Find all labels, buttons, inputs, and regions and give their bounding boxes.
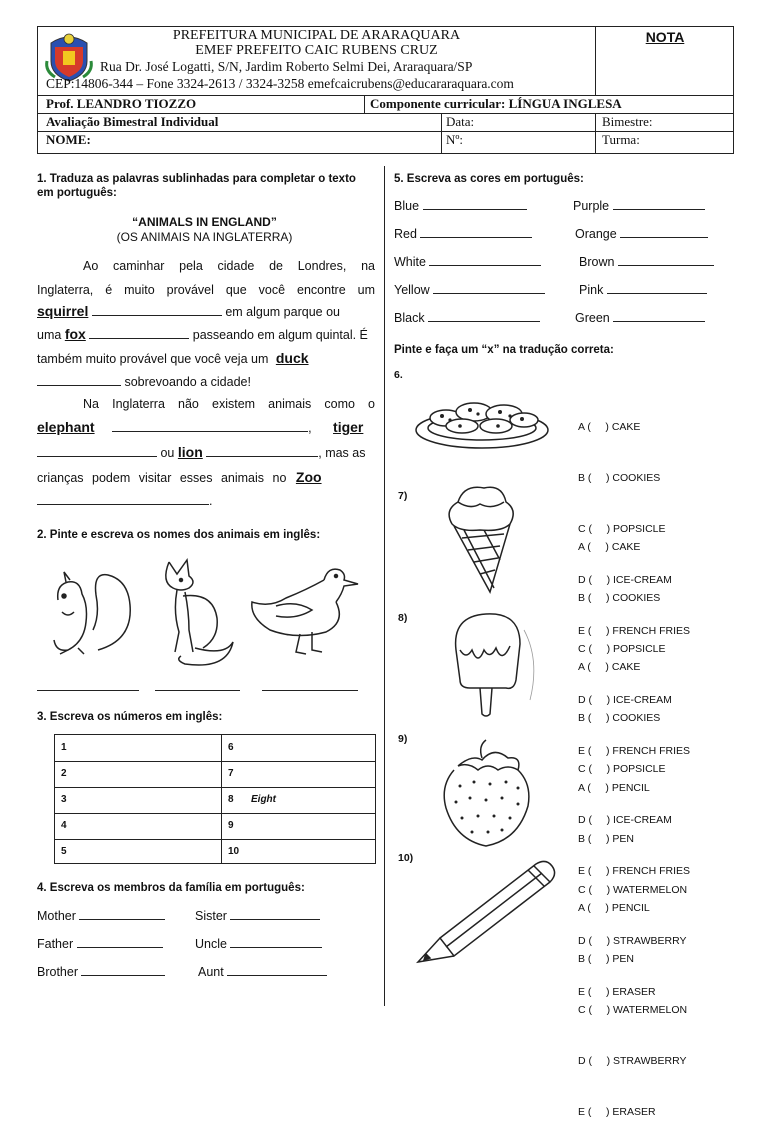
num-cell: 4 (61, 820, 67, 831)
option-b[interactable]: B ( ) PEN (578, 833, 635, 845)
word-fox: fox (64, 326, 86, 342)
option-a[interactable]: A ( ) CAKE (578, 421, 641, 433)
color-white: White (394, 255, 426, 269)
color-blue: Blue (394, 199, 420, 213)
turma-label: Turma: (602, 132, 640, 147)
blank-father[interactable] (77, 937, 163, 948)
option-a[interactable]: A ( ) PENCIL (578, 782, 650, 794)
ice-cream-cone-drawing-icon (440, 480, 520, 600)
blank-mother[interactable] (79, 909, 165, 920)
family-brother: Brother (37, 965, 78, 979)
option-e[interactable]: E ( ) FRENCH FRIES (578, 745, 691, 757)
q1-p1b: Inglaterra, é muito provável que você encontre um (37, 283, 375, 297)
q1-uma: uma (37, 328, 62, 342)
family-mother: Mother (37, 909, 76, 923)
option-b[interactable]: B ( ) COOKIES (578, 472, 661, 484)
family-row (37, 965, 165, 979)
q1-line6 (37, 375, 251, 389)
nota-label: NOTA (645, 29, 685, 45)
blank-aunt[interactable] (227, 965, 327, 976)
family-sister: Sister (195, 909, 227, 923)
header-contact: CEP:14806-344 – Fone 3324-2613 / 3324-3258 emefcaicrubens@educararaquara.com (46, 76, 514, 91)
blank-white[interactable] (429, 255, 541, 266)
q1-line5 (37, 350, 309, 366)
q1-passeando: passeando em algum quintal. É (192, 328, 368, 342)
num-cell: 3 (61, 794, 67, 805)
answer-line-fox[interactable] (155, 690, 240, 691)
blank-red[interactable] (420, 227, 532, 238)
data-label: Data: (446, 114, 475, 129)
popsicle-drawing-icon (450, 610, 550, 720)
option-c[interactable]: C ( ) POPSICLE (578, 763, 666, 775)
blank-green[interactable] (613, 311, 705, 322)
blank-brown[interactable] (618, 255, 714, 266)
item-9-label: 9) (398, 733, 408, 745)
q1-line3 (37, 303, 340, 319)
blank-blue[interactable] (423, 199, 527, 210)
blank-uncle[interactable] (230, 937, 322, 948)
option-a[interactable]: A ( ) CAKE (578, 541, 641, 553)
color-row (394, 283, 545, 297)
q1-instruction: 1. Traduza as palavras sublinhadas para completar o texto em português: (37, 173, 356, 199)
duck-drawing-icon (246, 560, 361, 660)
family-row (198, 965, 327, 979)
color-row (579, 283, 707, 297)
color-green: Green (575, 311, 610, 325)
color-row (394, 311, 540, 325)
option-e[interactable]: E ( ) ERASER (578, 1106, 656, 1118)
item-7-label: 7) (398, 490, 408, 502)
word-duck: duck (275, 350, 309, 366)
num-cell: 9 (228, 820, 234, 831)
option-c[interactable]: C ( ) WATERMELON (578, 884, 688, 896)
option-b[interactable]: B ( ) PEN (578, 953, 635, 965)
q1-title: “ANIMALS IN ENGLAND” (132, 215, 277, 229)
q1-comma: , (308, 421, 312, 435)
blank-duck[interactable] (37, 375, 121, 386)
item-6-label: 6. (394, 369, 403, 381)
option-b[interactable]: B ( ) COOKIES (578, 592, 661, 604)
q1-mas: , mas as (318, 446, 366, 460)
color-brown: Brown (579, 255, 615, 269)
q1-line9 (37, 444, 366, 460)
color-row (573, 199, 705, 213)
color-row (394, 255, 541, 269)
num-cell: 7 (228, 768, 234, 779)
fox-drawing-icon (155, 552, 240, 674)
q1-line4 (37, 326, 368, 342)
componente-label: Componente curricular: LÍNGUA INGLESA (370, 96, 622, 111)
q3-instruction: 3. Escreva os números em inglês: (37, 711, 223, 723)
color-row (575, 227, 708, 241)
option-d[interactable]: D ( ) ICE-CREAM (578, 574, 672, 586)
q4-instruction: 4. Escreva os membros da família em português: (37, 882, 305, 894)
q1-subtitle: (OS ANIMAIS NA INGLATERRA) (116, 230, 293, 244)
option-a[interactable]: A ( ) PENCIL (578, 902, 650, 914)
bimestre-label: Bimestre: (602, 114, 653, 129)
numbers-table (54, 734, 376, 864)
color-row (394, 227, 532, 241)
family-row (37, 937, 163, 951)
item-10-options (578, 866, 687, 1138)
blank-yellow[interactable] (433, 283, 545, 294)
numero-label: Nº: (446, 132, 464, 147)
header-line1: PREFEITURA MUNICIPAL DE ARARAQUARA (172, 28, 461, 43)
family-uncle: Uncle (195, 937, 227, 951)
q5-instruction: 5. Escreva as cores em português: (394, 173, 584, 185)
option-d[interactable]: D ( ) STRAWBERRY (578, 1055, 687, 1067)
blank-squirrel[interactable] (92, 305, 222, 316)
option-e[interactable]: E ( ) FRENCH FRIES (578, 865, 691, 877)
word-zoo: Zoo (295, 469, 322, 485)
avaliacao-label: Avaliação Bimestral Individual (46, 114, 219, 129)
header-line2: EMEF PREFEITO CAIC RUBENS CRUZ (195, 43, 438, 58)
blank-lion[interactable] (206, 446, 318, 457)
color-row (575, 311, 705, 325)
q1-p1a: Ao caminhar pela cidade de Londres, na (83, 259, 375, 273)
family-row (195, 909, 320, 923)
blank-elephant[interactable] (112, 421, 308, 432)
num-cell: 1 (61, 742, 67, 753)
pinte-instruction: Pinte e faça um “x” na tradução correta: (394, 344, 614, 356)
option-a[interactable]: A ( ) CAKE (578, 661, 641, 673)
prof-label: Prof. LEANDRO TIOZZO (46, 96, 197, 111)
num-cell: 8 (228, 794, 234, 805)
option-c[interactable]: C ( ) WATERMELON (578, 1004, 688, 1016)
q1-tambem: também muito provável que você veja um (37, 352, 269, 366)
num-cell: 10 (228, 846, 240, 857)
item-10-label: 10) (398, 852, 414, 864)
word-squirrel: squirrel (37, 303, 89, 319)
option-c[interactable]: C ( ) POPSICLE (578, 523, 666, 535)
family-aunt: Aunt (198, 965, 224, 979)
color-yellow: Yellow (394, 283, 430, 297)
column-divider (384, 166, 385, 1006)
q1-p2a: Na Inglaterra não existem animais como o (83, 397, 375, 411)
option-d[interactable]: D ( ) ICE-CREAM (578, 814, 672, 826)
family-row (195, 937, 322, 951)
header-box (37, 26, 734, 154)
blank-fox[interactable] (89, 328, 189, 339)
q1-ou: ou (160, 446, 175, 460)
nome-label: NOME: (46, 132, 91, 147)
answer-eight: Eight (251, 794, 276, 805)
word-elephant: elephant (37, 419, 95, 435)
q1-dot: . (209, 494, 213, 508)
color-orange: Orange (575, 227, 617, 241)
option-d[interactable]: D ( ) ICE-CREAM (578, 694, 672, 706)
color-row (394, 199, 527, 213)
family-row (37, 909, 165, 923)
item-8-label: 8) (398, 612, 408, 624)
color-black: Black (394, 311, 425, 325)
option-b[interactable]: B ( ) COOKIES (578, 712, 661, 724)
color-pink: Pink (579, 283, 604, 297)
q1-line8 (37, 419, 363, 435)
blank-pink[interactable] (607, 283, 707, 294)
q1-line11 (37, 494, 212, 508)
header-address: Rua Dr. José Logatti, S/N, Jardim Roberto Selmi Dei, Araraquara/SP (100, 59, 473, 74)
answer-line-squirrel[interactable] (37, 690, 139, 691)
color-red: Red (394, 227, 417, 241)
blank-sister[interactable] (230, 909, 320, 920)
num-cell: 6 (228, 742, 234, 753)
q1-parque: em algum parque ou (225, 305, 340, 319)
color-purple: Purple (573, 199, 610, 213)
option-e[interactable]: E ( ) ERASER (578, 986, 656, 998)
q1-sobrevoando: sobrevoando a cidade! (124, 375, 251, 389)
strawberry-drawing-icon (438, 736, 538, 851)
option-e[interactable]: E ( ) FRENCH FRIES (578, 625, 691, 637)
q2-instruction: 2. Pinte e escreva os nomes dos animais em inglês: (37, 529, 321, 541)
family-father: Father (37, 937, 74, 951)
squirrel-drawing-icon (38, 560, 138, 660)
blank-tiger[interactable] (37, 446, 157, 457)
num-cell: 5 (61, 846, 67, 857)
q1-line10 (37, 469, 322, 485)
option-c[interactable]: C ( ) POPSICLE (578, 643, 666, 655)
blank-black[interactable] (428, 311, 540, 322)
word-tiger: tiger (333, 419, 364, 435)
pencil-drawing-icon (410, 858, 565, 968)
cookies-plate-drawing-icon (412, 386, 552, 456)
q1-criancas: crianças podem visitar esses animais no (37, 471, 287, 485)
blank-purple[interactable] (613, 199, 705, 210)
blank-brother[interactable] (81, 965, 165, 976)
blank-orange[interactable] (620, 227, 708, 238)
option-d[interactable]: D ( ) STRAWBERRY (578, 935, 687, 947)
answer-line-duck[interactable] (262, 690, 358, 691)
num-cell: 2 (61, 768, 67, 779)
word-lion: lion (177, 444, 203, 460)
blank-zoo[interactable] (37, 494, 209, 505)
color-row (579, 255, 714, 269)
